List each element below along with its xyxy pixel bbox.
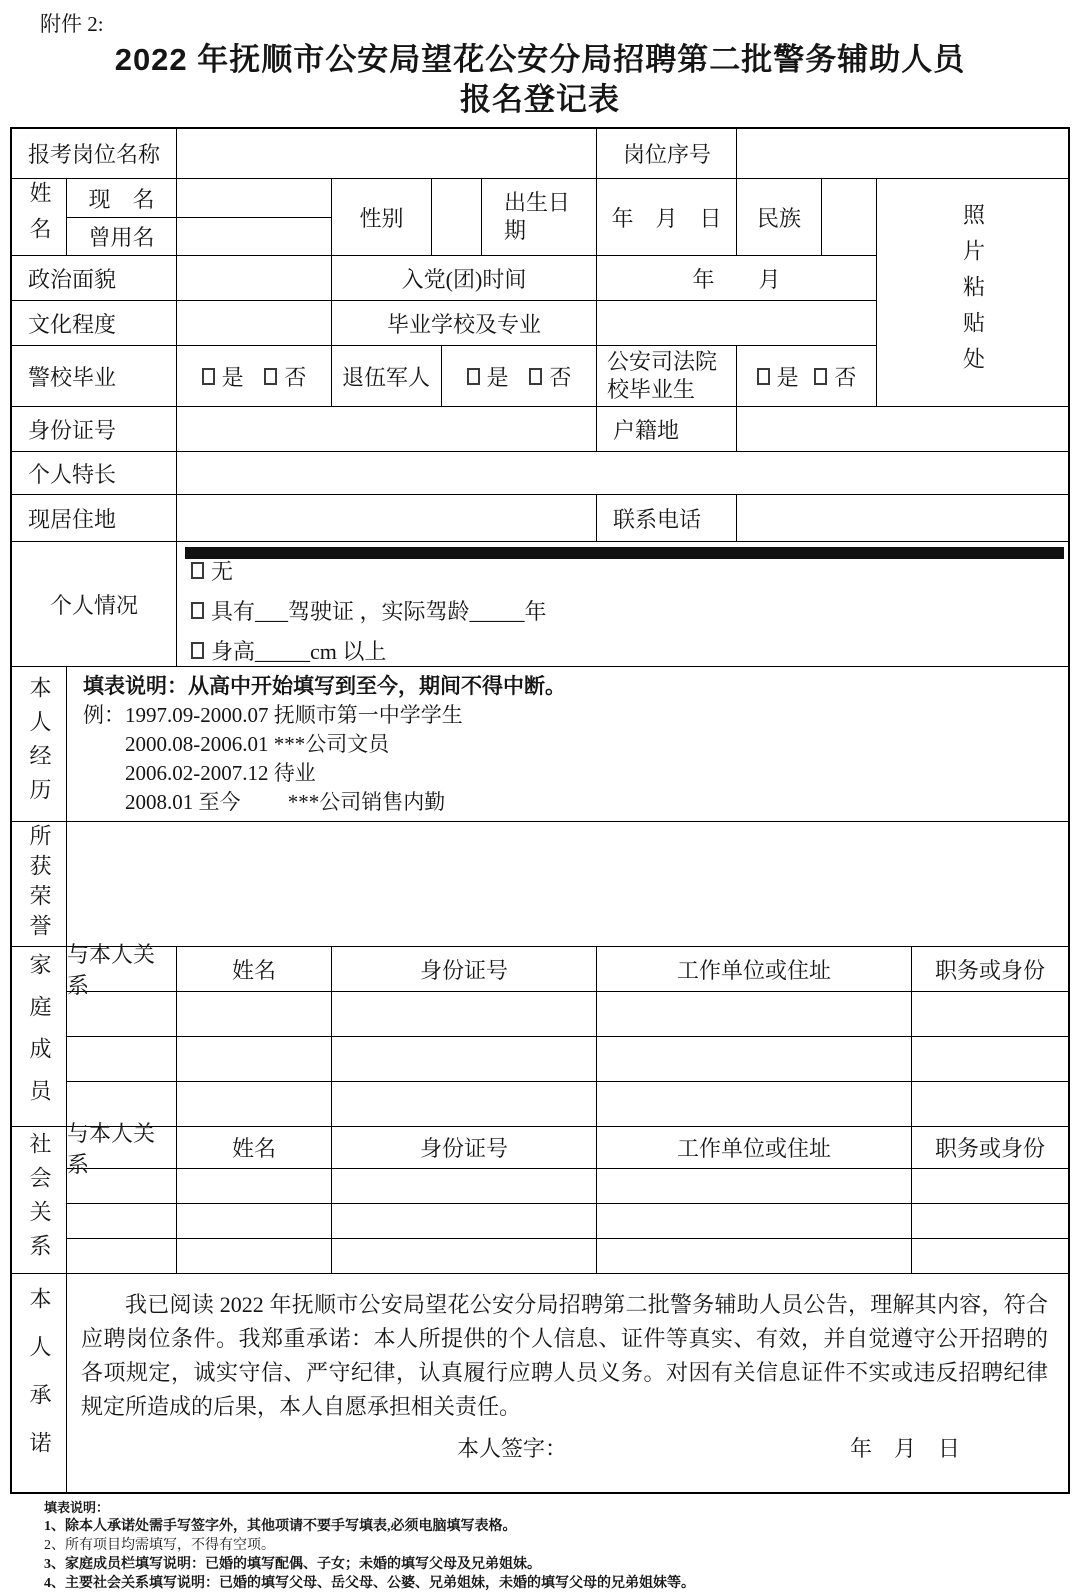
input-birth-date[interactable]: 年 月 日 xyxy=(597,179,737,255)
attachment-label: 附件 2: xyxy=(40,12,104,36)
checkbox-icon[interactable] xyxy=(191,642,204,659)
name-label-text: 姓名 xyxy=(27,181,52,254)
situation-option-license[interactable] xyxy=(191,595,547,626)
label-name xyxy=(12,179,67,255)
label-commitment-section xyxy=(12,1274,67,1492)
social-row xyxy=(67,1239,1068,1273)
form-title xyxy=(10,40,1070,119)
input-former-name[interactable] xyxy=(177,218,331,256)
option-no[interactable] xyxy=(814,361,856,392)
row-personal-situation xyxy=(12,542,1068,667)
label-veteran: 退伍军人 xyxy=(332,346,442,406)
social-header-row xyxy=(67,1120,1068,1177)
family-cell[interactable] xyxy=(177,1082,332,1126)
family-cell[interactable] xyxy=(597,1037,912,1081)
footer-notes-list xyxy=(44,1517,1070,1593)
row-position xyxy=(12,129,1068,179)
label-gender: 性别 xyxy=(332,179,432,255)
label-personal-specialty: 个人特长 xyxy=(12,452,177,494)
commitment-text: 我已阅读 2022 年抚顺市公安局望花公安分局招聘第二批警务辅助人员公告，理解其内容，符合应聘岗位条件。我郑重承诺：本人所提供的个人信息、证件等真实、有效，并自觉遵守公开招聘的各项规定，诚实守信、严守纪律，认真履行应聘人员义务。对因有关信息证件不实或违反招聘纪律规定所造成的后果，本人自愿承担相关责任。 xyxy=(81,1292,1048,1420)
checkbox-icon[interactable] xyxy=(191,602,204,619)
family-section-text: 家庭成员 xyxy=(27,952,52,1121)
yes-label: 是 xyxy=(776,364,799,390)
input-education-level[interactable] xyxy=(177,301,332,345)
checkbox-icon[interactable] xyxy=(191,562,204,579)
input-position-serial[interactable] xyxy=(737,129,1068,178)
social-section-text: 社会关系 xyxy=(27,1132,52,1269)
label-current-name: 现 名 xyxy=(67,179,176,218)
social-cell[interactable] xyxy=(177,1204,332,1238)
section-experience xyxy=(12,667,1068,822)
social-cell[interactable] xyxy=(67,1239,177,1273)
row-name xyxy=(12,179,876,256)
personal-info-left xyxy=(12,179,877,406)
footer-note: 3、家庭成员栏填写说明：已婚的填写配偶、子女；未婚的填写父母及兄弟姐妹。 xyxy=(44,1557,541,1573)
input-position-name[interactable] xyxy=(177,129,597,178)
label-ethnicity: 民族 xyxy=(737,179,822,255)
social-header-workplace: 工作单位或住址 xyxy=(597,1127,912,1168)
birth-date-label-text: 出生日期 xyxy=(504,189,571,244)
commitment-section-text: 本人承诺 xyxy=(27,1287,52,1480)
social-cell[interactable] xyxy=(912,1204,1068,1238)
experience-example-line: 2006.02-2007.12 待业 xyxy=(125,760,316,785)
label-security-judicial-grad xyxy=(597,346,737,406)
section-family xyxy=(12,942,1068,1127)
police-academy-options xyxy=(177,346,332,406)
family-cell[interactable] xyxy=(67,1037,177,1081)
no-label: 否 xyxy=(834,364,857,390)
social-cell[interactable] xyxy=(332,1239,597,1273)
label-household-registration: 户籍地 xyxy=(597,407,737,451)
social-cell[interactable] xyxy=(177,1169,332,1203)
social-cell[interactable] xyxy=(332,1169,597,1203)
honors-section-text: 所获荣誉 xyxy=(27,824,52,945)
situation-option-none[interactable] xyxy=(191,555,233,586)
label-personal-situation: 个人情况 xyxy=(12,542,177,666)
option-yes[interactable] xyxy=(202,361,244,392)
photo-paste-label: 照片粘贴处 xyxy=(960,202,986,383)
label-political-status: 政治面貌 xyxy=(12,256,177,300)
label-school-major: 毕业学校及专业 xyxy=(332,301,597,345)
social-cell[interactable] xyxy=(332,1204,597,1238)
label-experience-section xyxy=(12,667,67,821)
redacted-strip xyxy=(185,547,1064,559)
family-table xyxy=(67,942,1068,1126)
row-political xyxy=(12,256,876,301)
family-row xyxy=(67,992,1068,1037)
security-judicial-grad-text: 公安司法院校毕业生 xyxy=(607,348,718,403)
input-contact-phone[interactable] xyxy=(737,495,1068,541)
label-id-number: 身份证号 xyxy=(12,407,177,451)
security-judicial-options xyxy=(737,346,876,406)
input-personal-specialty[interactable] xyxy=(177,452,1068,494)
social-cell[interactable] xyxy=(912,1169,1068,1203)
social-cell[interactable] xyxy=(67,1169,177,1203)
social-header-relationship: 与本人关系 xyxy=(67,1127,177,1168)
family-row xyxy=(67,1037,1068,1082)
footer-note: 2、所有项目均需填写，不得有空项。 xyxy=(44,1538,275,1554)
commitment-content xyxy=(67,1274,1068,1492)
experience-example-line: 2000.08-2006.01 ***公司文员 xyxy=(125,731,390,756)
family-cell[interactable] xyxy=(332,992,597,1036)
name-inputs xyxy=(177,179,332,255)
label-social-section xyxy=(12,1127,67,1273)
row-graduate xyxy=(12,346,876,406)
footer-notes xyxy=(10,1494,1070,1593)
input-political-status[interactable] xyxy=(177,256,332,300)
row-id-number xyxy=(12,407,1068,452)
checkbox-icon[interactable] xyxy=(757,368,770,385)
checkbox-icon[interactable] xyxy=(467,368,480,385)
honors-content[interactable] xyxy=(67,822,1068,946)
block-personal-info xyxy=(12,179,1068,407)
input-gender[interactable] xyxy=(432,179,482,255)
personal-situation-content xyxy=(177,542,1068,666)
input-ethnicity[interactable] xyxy=(822,179,876,255)
label-birth-date xyxy=(482,179,597,255)
form-title-line2: 报名登记表 xyxy=(460,81,620,117)
family-header-relationship: 与本人关系 xyxy=(67,947,177,991)
footer-note: 1、除本人承诺处需手写签字外，其他项请不要手写填表,必须电脑填写表格。 xyxy=(44,1519,517,1535)
label-party-join-time: 入党(团)时间 xyxy=(332,256,597,300)
signature-row xyxy=(81,1432,1048,1463)
option-no[interactable] xyxy=(529,361,571,392)
experience-example-line: 2008.01 至今 ***公司销售内勤 xyxy=(125,789,446,814)
signature-label[interactable]: 本人签字： xyxy=(457,1436,568,1462)
family-header-workplace: 工作单位或住址 xyxy=(597,947,912,991)
situation-option-none-label: 无 xyxy=(211,558,234,584)
social-header-id: 身份证号 xyxy=(332,1127,597,1168)
social-header-name: 姓名 xyxy=(177,1127,332,1168)
input-school-major[interactable] xyxy=(597,301,876,345)
input-party-join-time[interactable]: 年 月 xyxy=(692,266,781,292)
checkbox-icon[interactable] xyxy=(264,368,277,385)
social-row xyxy=(67,1204,1068,1239)
social-cell[interactable] xyxy=(597,1204,912,1238)
family-cell[interactable] xyxy=(67,992,177,1036)
checkbox-icon[interactable] xyxy=(814,368,827,385)
label-position-serial: 岗位序号 xyxy=(597,129,737,178)
family-header-id: 身份证号 xyxy=(332,947,597,991)
checkbox-icon[interactable] xyxy=(202,368,215,385)
input-current-name[interactable] xyxy=(177,179,331,218)
family-header-name: 姓名 xyxy=(177,947,332,991)
footer-note: 4、主要社会关系填写说明：已婚的填写父母、岳父母、公婆、兄弟姐妹，未婚的填写父母的兄弟姐妹等。 xyxy=(44,1576,695,1592)
label-honors-section xyxy=(12,822,67,946)
family-cell[interactable] xyxy=(597,992,912,1036)
label-current-residence: 现居住地 xyxy=(12,495,177,541)
section-honors xyxy=(12,822,1068,947)
input-household-registration[interactable] xyxy=(737,407,1068,451)
social-cell[interactable] xyxy=(177,1239,332,1273)
section-social xyxy=(12,1120,1068,1274)
experience-example-line: 例：1997.09-2000.07 抚顺市第一中学学生 xyxy=(83,702,463,727)
family-cell[interactable] xyxy=(177,1037,332,1081)
family-cell[interactable] xyxy=(177,992,332,1036)
situation-option-height[interactable] xyxy=(191,635,386,666)
input-id-number[interactable] xyxy=(177,407,597,451)
veteran-options xyxy=(442,346,597,406)
checkbox-icon[interactable] xyxy=(529,368,542,385)
no-label: 否 xyxy=(549,364,572,390)
photo-paste-area[interactable] xyxy=(877,179,1068,406)
label-position-name: 报考岗位名称 xyxy=(12,129,177,178)
yes-label: 是 xyxy=(486,364,509,390)
situation-option-license-label: 具有___驾驶证 ，实际驾龄_____年 xyxy=(211,598,547,624)
row-education xyxy=(12,301,876,346)
social-header-position: 职务或身份 xyxy=(934,1136,1045,1162)
label-family-section xyxy=(12,947,67,1126)
yes-label: 是 xyxy=(221,364,244,390)
input-current-residence[interactable] xyxy=(177,495,597,541)
option-yes[interactable] xyxy=(757,361,799,392)
option-no[interactable] xyxy=(264,361,306,392)
social-cell[interactable] xyxy=(67,1204,177,1238)
label-police-academy: 警校毕业 xyxy=(12,346,177,406)
label-education-level: 文化程度 xyxy=(12,301,177,345)
footer-notes-title: 填表说明： xyxy=(44,1500,110,1516)
option-yes[interactable] xyxy=(467,361,509,392)
no-label: 否 xyxy=(284,364,307,390)
signature-date-label[interactable]: 年 月 日 xyxy=(849,1436,960,1462)
family-cell[interactable] xyxy=(332,1037,597,1081)
family-row xyxy=(67,1082,1068,1126)
registration-form-table xyxy=(10,127,1070,1494)
social-row xyxy=(67,1169,1068,1204)
family-cell[interactable] xyxy=(332,1082,597,1126)
family-cell[interactable] xyxy=(912,1037,1068,1081)
social-table xyxy=(67,1120,1068,1273)
social-cell[interactable] xyxy=(912,1239,1068,1273)
name-sublabels xyxy=(67,179,177,255)
situation-option-height-label: 身高_____cm 以上 xyxy=(211,638,387,664)
family-cell[interactable] xyxy=(912,992,1068,1036)
row-specialty xyxy=(12,452,1068,495)
family-header-row xyxy=(67,942,1068,999)
social-cell[interactable] xyxy=(597,1169,912,1203)
label-contact-phone: 联系电话 xyxy=(597,495,737,541)
experience-instruction: 填表说明：从高中开始填写到至今，期间不得中断。 xyxy=(83,673,566,698)
form-title-line1: 2022 年抚顺市公安局望花公安分局招聘第二批警务辅助人员 xyxy=(114,42,966,77)
family-cell[interactable] xyxy=(912,1082,1068,1126)
family-cell[interactable] xyxy=(597,1082,912,1126)
experience-content[interactable] xyxy=(67,667,1068,821)
label-former-name: 曾用名 xyxy=(88,225,155,251)
family-header-position: 职务或身份 xyxy=(934,957,1045,983)
section-commitment xyxy=(12,1274,1068,1492)
experience-section-text: 本人经历 xyxy=(27,676,52,813)
row-residence xyxy=(12,495,1068,542)
social-cell[interactable] xyxy=(597,1239,912,1273)
